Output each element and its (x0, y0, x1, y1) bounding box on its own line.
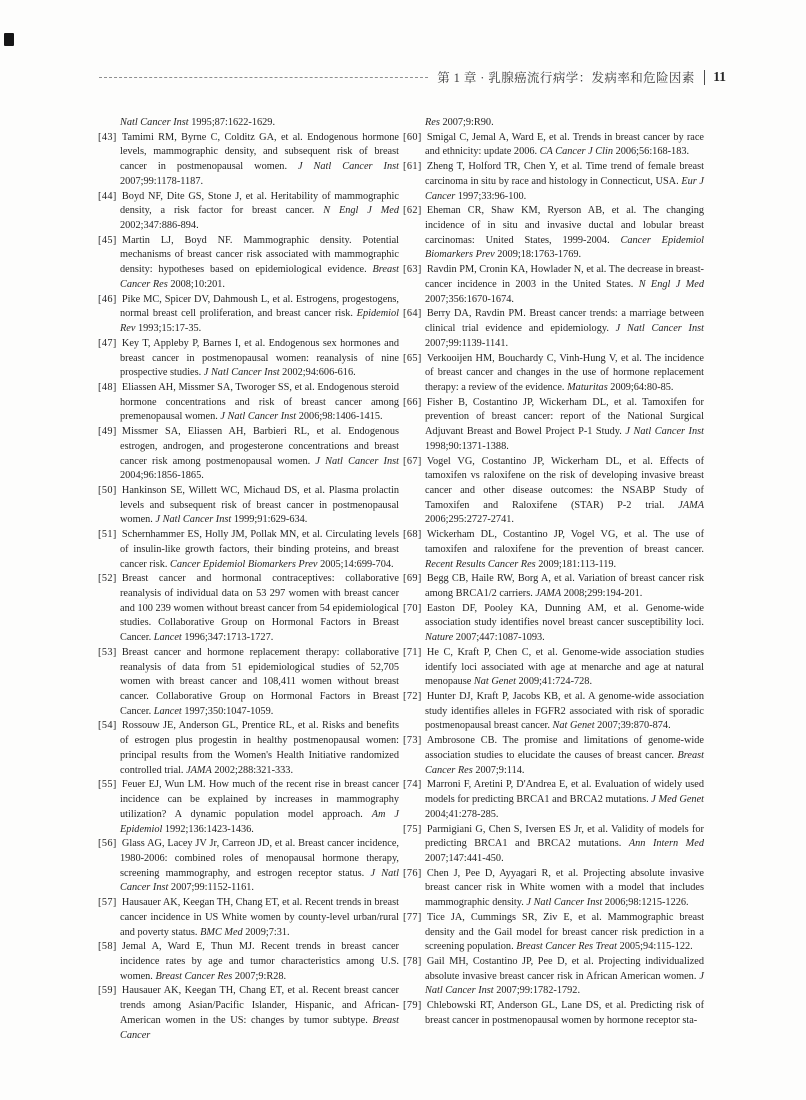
reference-text: 1996;347:1713-1727. (181, 632, 274, 644)
header-divider (704, 70, 706, 85)
reference-number: [68] (403, 529, 422, 541)
reference-text: Hunter DJ, Kraft P, Jacobs KB, et al. A genome-wide association study identifies alleles in FGFR2 associated with risk of sporadic postmenopausal breast cancer. (425, 691, 704, 732)
page-header (99, 68, 726, 86)
reference-text: Smigal C, Jemal A, Ward E, et al. Trends in breast cancer by race and ethnicity: update 2006. (425, 131, 704, 158)
reference-text: Breast cancer and hormonal contraceptives: collaborative reanalysis of individual data on 53 297 women with breast cancer and 100 239 women without breast cancer from 54 epidemiological studies. Collaborative Group on Hormonal Factors in Breast Cancer. (120, 573, 399, 644)
journal-title: J Natl Cancer Inst (155, 514, 232, 526)
journal-title: Lancet (153, 632, 182, 644)
reference-entry (403, 528, 704, 572)
reference-text: Martin LJ, Boyd NF. Mammographic density. Potential mechanisms of breast cancer risk associated with mammographic density: hypotheses based on epidemiological evidence. (120, 234, 399, 276)
reference-text: Begg CB, Haile RW, Borg A, et al. Variation of breast cancer risk among BRCA1/2 carriers. (425, 573, 704, 599)
reference-number: [76] (403, 867, 422, 879)
reference-text: 2007;99:1139-1141. (425, 337, 509, 349)
reference-text: 2007;356:1670-1674. (425, 293, 514, 305)
reference-text: 2006;98:1406-1415. (296, 411, 383, 423)
reference-number: [45] (98, 234, 117, 246)
scan-artifact (4, 33, 14, 46)
reference-text: 2007;9:R28. (232, 970, 287, 982)
reference-text: 1998;90:1371-1388. (425, 440, 509, 452)
reference-entry (403, 307, 704, 351)
reference-number: [47] (98, 337, 117, 349)
journal-title: Breast Cancer (120, 1014, 399, 1041)
reference-entry (98, 940, 399, 984)
reference-number: [70] (403, 602, 422, 614)
reference-entry (98, 484, 399, 528)
journal-title: Breast Cancer Res (425, 749, 704, 776)
journal-title: Epidemiol Rev (120, 308, 399, 335)
chapter-title: 第 1 章 · 乳腺癌流行病学：发病率和危险因素 (437, 71, 695, 85)
reference-text: Feuer EJ, Wun LM. How much of the recent rise in breast cancer incidence can be explained by increases in mammography utilization? A dynamic population model approach. (120, 779, 399, 820)
reference-entry (98, 293, 399, 337)
reference-text: 2005;14:699-704. (317, 558, 394, 570)
reference-entry (403, 263, 704, 307)
reference-entry (403, 204, 704, 263)
journal-title: Breast Cancer Res (120, 264, 399, 290)
reference-number: [71] (403, 646, 422, 658)
reference-entry (403, 955, 704, 999)
reference-number: [78] (403, 955, 422, 967)
reference-text: 2007;99:1782-1792. (493, 985, 581, 997)
journal-title: Natl Cancer Inst (120, 117, 189, 128)
reference-text: 1995;87:1622-1629. (188, 117, 276, 128)
journal-title: Nature (425, 632, 454, 644)
reference-number: [55] (98, 779, 117, 791)
reference-entry (98, 190, 399, 234)
reference-entry (403, 131, 704, 160)
reference-entry (98, 719, 399, 778)
journal-title: CA Cancer J Clin (539, 146, 613, 158)
journal-title: J Natl Cancer Inst (615, 323, 704, 335)
reference-text: Marroni F, Aretini P, D'Andrea E, et al. Evaluation of widely used models for predicting BRCA1 and BRCA2 mutations. (425, 779, 704, 806)
reference-entry (98, 646, 399, 720)
reference-text: Breast cancer and hormone replacement therapy: collaborative reanalysis of data from 51 epidemiological studies of 52,705 women with breast cancer and 108,411 women without breast cancer. Collaborative Group on Hormonal Factors in Breast Cancer. (120, 646, 399, 717)
reference-number: [61] (403, 161, 422, 173)
reference-entry (403, 911, 704, 955)
reference-text: 2006;56:168-183. (613, 146, 690, 158)
reference-text: 2007;99:1178-1187. (120, 175, 204, 187)
reference-number: [44] (98, 190, 117, 202)
reference-entry (403, 867, 704, 911)
journal-title: J Med Genet (651, 794, 704, 806)
reference-text: 1997;350:1047-1059. (181, 705, 274, 717)
reference-text: Chlebowski RT, Anderson GL, Lane DS, et al. Predicting risk of breast cancer in postmenopausal women by hormone receptor sta- (425, 1000, 704, 1026)
reference-number: [73] (403, 735, 422, 747)
left-column (98, 116, 399, 1043)
reference-text: Schernhammer ES, Holly JM, Pollak MN, et al. Circulating levels of insulin-like growth factors, their binding proteins, and breast cancer risk. (120, 529, 399, 570)
journal-title: Eur J Cancer (425, 175, 705, 202)
reference-number: [69] (403, 573, 422, 585)
page-number: 11 (713, 69, 726, 84)
journal-title: Ann Intern Med (628, 838, 704, 850)
reference-entry (403, 646, 704, 690)
journal-title: Lancet (153, 705, 182, 717)
reference-text: 2009;7:31. (242, 926, 290, 938)
reference-text: 2007;147:441-450. (425, 852, 504, 864)
journal-title: JAMA (535, 588, 562, 599)
reference-text: 2004;96:1856-1865. (120, 470, 204, 482)
reference-number: [65] (403, 352, 422, 364)
reference-number: [52] (98, 573, 117, 585)
reference-entry (98, 337, 399, 381)
reference-text: 1997;33:96-100. (455, 190, 527, 202)
reference-entry (98, 837, 399, 896)
right-column (403, 116, 704, 1043)
journal-title: JAMA (186, 764, 212, 776)
reference-entry (403, 602, 704, 646)
reference-number: [74] (403, 779, 422, 791)
reference-number: [50] (98, 484, 117, 496)
journal-title: Maturitas (567, 381, 608, 393)
reference-text: Fisher B, Costantino JP, Wickerham DL, et al. Tamoxifen for prevention of breast cancer: report of the National Surgical Adjuvant Breast and Bowel Project P-1 Study. (425, 396, 704, 438)
reference-text: Jemal A, Ward E, Thun MJ. Recent trends in breast cancer incidence rates by age and tumor characteristics among U.S. women. (120, 941, 399, 982)
reference-text: Hausauer AK, Keegan TH, Chang ET, et al. Recent trends in breast cancer incidence in US White women by county-level urban/rural and poverty status. (120, 897, 399, 938)
reference-text: 2009;18:1763-1769. (494, 249, 582, 261)
reference-text: Rossouw JE, Anderson GL, Prentice RL, et al. Risks and benefits of estrogen plus progestin in healthy postmenopausal women: principal results from the Women's Health Initiative randomized controlled trial. (120, 720, 399, 776)
reference-entry (98, 234, 399, 293)
reference-number: [48] (98, 381, 117, 393)
reference-text: 2009;41:724-728. (515, 676, 593, 688)
reference-number: [67] (403, 455, 422, 467)
reference-entry (403, 160, 704, 204)
journal-title: Am J Epidemiol (120, 808, 399, 835)
reference-text: Glass AG, Lacey JV Jr, Carreon JD, et al. Breast cancer incidence, 1980-2006: combined roles of menopausal hormone therapy, screening mammography, and estrogen receptor status. (120, 838, 399, 879)
reference-text: 1992;136:1423-1436. (162, 823, 254, 835)
reference-text: Chen J, Pee D, Ayyagari R, et al. Projecting absolute invasive breast cancer risk in White women with a model that includes mammographic density. (425, 867, 704, 909)
reference-text: Key T, Appleby P, Barnes I, et al. Endogenous sex hormones and breast cancer in postmenopausal women: reanalysis of nine prospective studies. (120, 337, 399, 379)
reference-entry (98, 131, 399, 190)
journal-title: J Natl Cancer Inst (203, 367, 280, 379)
reference-number: [64] (403, 308, 422, 320)
reference-number: [51] (98, 529, 117, 541)
reference-text: 2009;181:113-119. (535, 558, 617, 570)
reference-entry (98, 572, 399, 646)
reference-text: 2007;447:1087-1093. (453, 632, 545, 644)
reference-text: 1999;91:629-634. (231, 514, 308, 526)
reference-text: Ambrosone CB. The promise and limitations of genome-wide association studies to elucidate the causes of breast cancer. (425, 735, 704, 761)
reference-text: Ravdin PM, Cronin KA, Howlader N, et al. The decrease in breast-cancer incidence in 2003 in the United States. (425, 264, 704, 290)
journal-title: J Natl Cancer Inst (298, 161, 399, 173)
reference-text: Pike MC, Spicer DV, Dahmoush L, et al. Estrogens, progestogens, normal breast cell proliferation, and breast cancer risk. (120, 293, 399, 320)
reference-text: 2002;288:321-333. (211, 764, 294, 776)
reference-number: [66] (403, 396, 422, 408)
journal-title: Cancer Epidemiol Biomarkers Prev (170, 558, 318, 570)
reference-text: 2009;64:80-85. (607, 381, 674, 393)
reference-number: [46] (98, 293, 117, 305)
reference-text: 2007;39:870-874. (594, 720, 671, 732)
reference-text: Vogel VG, Costantino JP, Wickerham DL, et al. Effects of tamoxifen vs raloxifene on the risk of developing invasive breast cancer and other disease outcomes: the NSABP Study of Tamoxifen and Raloxifene (STAR) P-2 trial. (425, 455, 704, 511)
reference-text: Wickerham DL, Costantino JP, Vogel VG, et al. The use of tamoxifen and raloxifene for the prevention of breast cancer. (425, 529, 704, 555)
header-dashed-rule (99, 77, 428, 78)
journal-title: Recent Results Cancer Res (425, 558, 536, 570)
reference-text: Hankinson SE, Willett WC, Michaud DS, et al. Plasma prolactin levels and subsequent risk of breast cancer in postmenopausal women. (120, 484, 399, 526)
reference-entry (403, 116, 704, 131)
journal-title: N Engl J Med (638, 278, 704, 290)
reference-text: Hausauer AK, Keegan TH, Chang ET, et al. Recent breast cancer trends among Asian/Pacific Islander, Hispanic, and African-American women in the US: changes by tumor subtype. (120, 985, 399, 1026)
reference-entry (403, 999, 704, 1028)
reference-entry (403, 572, 704, 601)
reference-text: Parmigiani G, Chen S, Iversen ES Jr, et al. Validity of models for predicting BRCA1 and BRCA2 mutations. (425, 823, 704, 850)
reference-text: 2008;299:194-201. (561, 588, 643, 599)
reference-text: 2004;41:278-285. (425, 808, 499, 820)
reference-number: [60] (403, 131, 422, 143)
reference-text: Berry DA, Ravdin PM. Breast cancer trends: a marriage between clinical trial evidence and epidemiology. (425, 308, 704, 335)
reference-text: 2002;94:606-616. (279, 367, 356, 379)
reference-text: Tice JA, Cummings SR, Ziv E, et al. Mammographic breast density and the Gail model for breast cancer risk prediction in a screening population. (425, 911, 704, 953)
reference-entry (403, 778, 704, 822)
reference-number: [58] (98, 941, 117, 953)
journal-title: J Natl Cancer Inst (625, 426, 704, 438)
journal-title: JAMA (678, 499, 704, 511)
reference-entry (403, 734, 704, 778)
reference-text: 1993;15:17-35. (135, 323, 202, 335)
reference-text: Tamimi RM, Byrne C, Colditz GA, et al. Endogenous hormone levels, mammographic density, and subsequent risk of breast cancer in postmenopausal women. (120, 131, 399, 173)
reference-text: 2007;9:R90. (439, 117, 494, 128)
reference-number: [72] (403, 691, 422, 703)
reference-text: 2006;295:2727-2741. (425, 514, 514, 526)
journal-title: BMC Med (200, 926, 243, 938)
reference-entry (403, 455, 704, 529)
reference-text: 2007;9:114. (472, 764, 525, 776)
reference-entry (403, 396, 704, 455)
reference-text: Boyd NF, Dite GS, Stone J, et al. Heritability of mammographic density, a risk factor for breast cancer. (120, 190, 399, 217)
reference-text: Eheman CR, Shaw KM, Ryerson AB, et al. The changing incidence of in situ and invasive ductal and lobular breast carcinomas: United States, 1999-2004. (425, 205, 704, 246)
reference-entry (403, 352, 704, 396)
reference-number: [49] (98, 426, 117, 438)
journal-title: J Natl Cancer Inst (425, 970, 704, 997)
reference-text: Verkooijen HM, Bouchardy C, Vinh-Hung V, et al. The incidence of breast cancer and changes in the use of hormone replacement therapy: a review of the evidence. (425, 352, 704, 393)
reference-text: 2002;347:886-894. (120, 220, 199, 232)
reference-entry (98, 984, 399, 1043)
reference-entry (98, 116, 399, 131)
reference-entry (98, 425, 399, 484)
journal-title: Breast Cancer Res (155, 970, 233, 982)
reference-text: Easton DF, Pooley KA, Dunning AM, et al. Genome-wide association study identifies novel breast cancer susceptibility loci. (425, 602, 704, 629)
reference-entry (403, 690, 704, 734)
reference-number: [54] (98, 720, 117, 732)
reference-text: Zheng T, Holford TR, Chen Y, et al. Time trend of female breast carcinoma in situ by race and histology in Connecticut, USA. (425, 161, 704, 187)
reference-entry (403, 823, 704, 867)
journal-title: Breast Cancer Res Treat (516, 941, 618, 953)
journal-title: Nat Genet (552, 720, 595, 732)
journal-title: J Natl Cancer Inst (220, 411, 297, 423)
reference-entry (98, 896, 399, 940)
reference-number: [77] (403, 911, 422, 923)
reference-number: [62] (403, 205, 422, 217)
journal-title: Cancer Epidemiol Biomarkers Prev (425, 234, 704, 261)
reference-entry (98, 778, 399, 837)
reference-number: [43] (98, 131, 117, 143)
reference-text: 2006;98:1215-1226. (602, 897, 689, 909)
reference-number: [75] (403, 823, 422, 835)
reference-number: [56] (98, 838, 117, 850)
reference-text: 2007;99:1152-1161. (168, 882, 254, 894)
reference-number: [79] (403, 1000, 422, 1012)
reference-number: [59] (98, 985, 117, 997)
journal-title: N Engl J Med (323, 205, 400, 217)
journal-title: J Natl Cancer Inst (315, 455, 399, 467)
reference-text: 2008;10:201. (167, 278, 225, 290)
reference-text: Eliassen AH, Missmer SA, Tworoger SS, et al. Endogenous steroid hormone concentrations and risk of breast cancer among premenopausal women. (120, 381, 399, 423)
reference-number: [53] (98, 646, 117, 658)
reference-entry (98, 528, 399, 572)
journal-title: Nat Genet (473, 676, 516, 688)
journal-title: J Natl Cancer Inst (526, 897, 603, 909)
reference-number: [57] (98, 897, 117, 909)
reference-text: Gail MH, Costantino JP, Pee D, et al. Projecting individualized absolute invasive breast cancer risk in African American women. (425, 955, 704, 982)
reference-list (98, 116, 704, 1043)
reference-text: 2005;94:115-122. (617, 941, 693, 953)
reference-text: Missmer SA, Eliassen AH, Barbieri RL, et al. Endogenous estrogen, androgen, and progesterone concentrations and breast cancer risk among postmenopausal women. (120, 426, 399, 467)
reference-text: He C, Kraft P, Chen C, et al. Genome-wide association studies identify loci associated with age at menarche and age at natural menopause (425, 646, 704, 688)
reference-number: [63] (403, 264, 422, 276)
journal-title: Res (425, 117, 440, 128)
journal-title: J Natl Cancer Inst (120, 867, 399, 894)
reference-entry (98, 381, 399, 425)
